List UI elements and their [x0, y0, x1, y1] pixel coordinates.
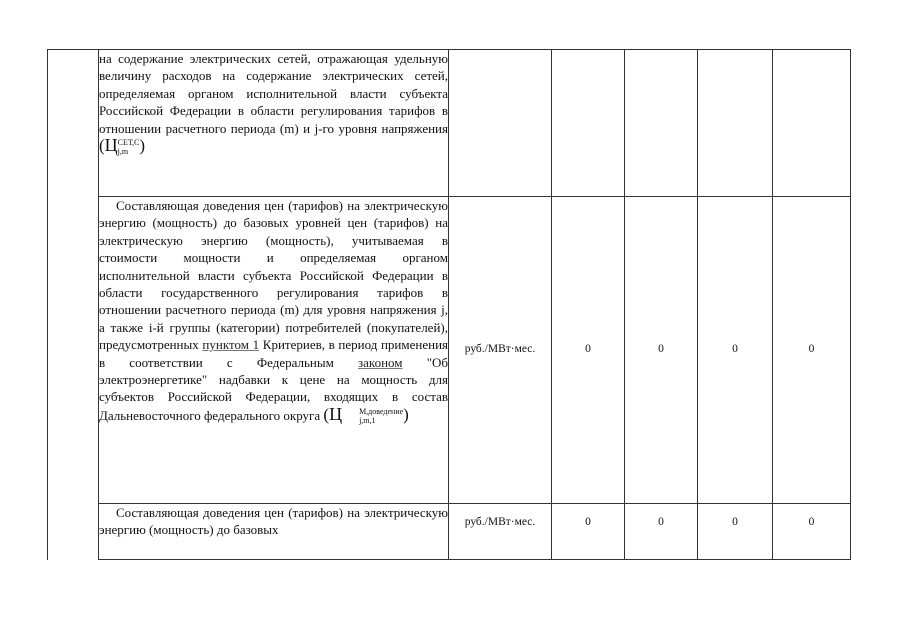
value-cell: 0: [625, 504, 698, 560]
formula-symbol: Ц: [104, 135, 118, 156]
description-text: Составляющая доведения цен (тарифов) на электрическую энергию (мощность) до базовых: [99, 505, 448, 538]
unit-cell: [449, 50, 552, 197]
value-cell: 0: [625, 197, 698, 504]
tariff-table: [47, 49, 851, 560]
formula-superscript: М,доведение: [359, 406, 404, 416]
description-text: Составляющая доведения цен (тарифов) на электрическую энергию (мощность) до базовых уровней цен (тарифов) на электрическую энергию (мощность), учитываемая в стоимости мощности и определяемая органом исполнительной власти субъекта Российской Федерации в области государственного регулирования тарифов в отношении расчетного периода (m) для уровня напряжения j, а также i-й группы (категории) потребителей (покупателей), предусмотренных: [99, 198, 448, 353]
formula-subscript: j,m: [117, 147, 129, 157]
unit-cell: руб./МВт·мес.: [449, 197, 552, 504]
table-row: [48, 50, 851, 197]
value-cell: [552, 50, 625, 197]
clause-link[interactable]: пунктом 1: [202, 337, 260, 353]
description-cell: [99, 197, 449, 504]
index-column-cell: [48, 50, 99, 560]
formula: (Ц М,доведение j,m,1 ): [323, 403, 409, 425]
value-cell: 0: [773, 504, 851, 560]
value-cell: 0: [552, 197, 625, 504]
formula-subscript: j,m,1: [359, 415, 376, 425]
formula-superscript: СЕТ,С: [117, 138, 140, 148]
description-cell: [99, 504, 449, 560]
description-text: на содержание электрических сетей, отражающая удельную величину расходов на содержание электрических сетей, определяемая органом исполнительной власти субъекта Российской Федерации в области регулирования тарифов в отношении расчетного периода (m) и j-го уровня напряжения: [99, 51, 448, 136]
value-cell: 0: [698, 197, 773, 504]
formula-symbol: Ц: [329, 403, 343, 424]
value-cell: 0: [698, 504, 773, 560]
table-row: [48, 504, 851, 560]
value-cell: 0: [552, 504, 625, 560]
description-cell: [99, 50, 449, 197]
value-cell: [698, 50, 773, 197]
value-cell: [773, 50, 851, 197]
value-cell: 0: [773, 197, 851, 504]
description-text: "Об электроэнергетике" надбавки к цене на мощность для субъектов Российской Федерации, входящих в состав Дальневосточного федерального: [99, 354, 448, 423]
table-row: [48, 197, 851, 504]
unit-cell: руб./МВт·мес.: [449, 504, 552, 560]
formula: (Ц СЕТ,С j,m ): [99, 135, 145, 157]
description-last-word: округа: [283, 407, 321, 423]
description-text: Критериев, в период применения в соответствии с Федеральным: [99, 337, 449, 370]
value-cell: [625, 50, 698, 197]
law-link[interactable]: законом: [358, 354, 403, 370]
